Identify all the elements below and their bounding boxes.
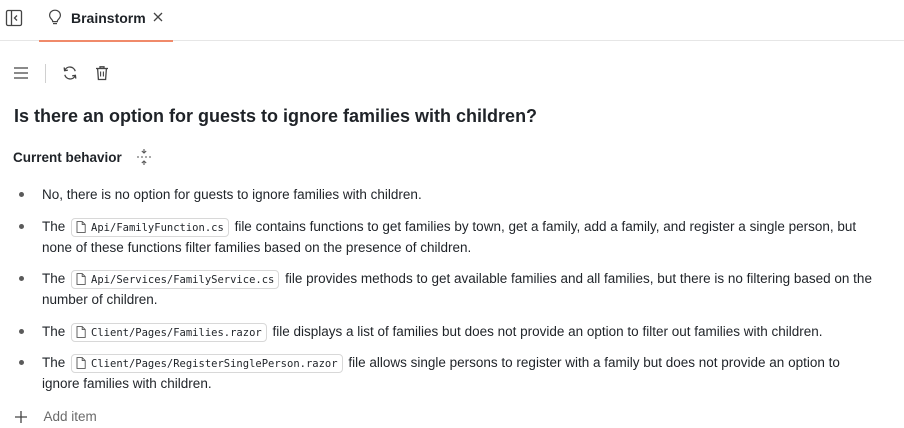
file-path: Api/Services/FamilyService.cs <box>91 274 275 286</box>
menu-icon[interactable] <box>12 64 30 82</box>
page-title: Is there an option for guests to ignore families with children? <box>14 106 538 126</box>
collapse-icon[interactable] <box>136 148 152 166</box>
item-prefix: The <box>42 355 66 370</box>
section-header <box>13 148 152 166</box>
tab-bar <box>0 0 904 41</box>
trash-icon[interactable] <box>93 64 111 82</box>
add-item-label: Add item <box>43 409 97 425</box>
list-item <box>0 352 904 394</box>
file-path: Client/Pages/Families.razor <box>91 326 262 339</box>
sidebar-toggle-icon[interactable] <box>5 9 23 27</box>
list-item <box>0 268 904 310</box>
item-prefix: The <box>42 323 66 339</box>
bullet <box>19 192 24 197</box>
bullet <box>19 360 24 365</box>
tab-label: Brainstorm <box>71 10 146 26</box>
file-icon <box>76 326 86 338</box>
list-item <box>0 216 904 258</box>
section-title: Current behavior <box>13 149 122 165</box>
bullet <box>19 224 24 229</box>
item-text: file contains functions to get families by town, get a family, add a family, and register a single person, but none of these functions filter families based on the presence of children. <box>42 218 857 255</box>
add-item-button[interactable] <box>14 408 97 428</box>
file-icon <box>76 273 86 285</box>
refresh-icon[interactable] <box>61 64 79 82</box>
item-text: file allows single persons to register with a family but does not provide an option to ignore families with children. <box>42 355 840 391</box>
file-path: Api/FamilyFunction.cs <box>91 221 224 234</box>
item-prefix: The <box>42 271 66 286</box>
list-item <box>0 184 904 205</box>
behavior-list <box>0 184 904 405</box>
item-prefix: The <box>42 218 66 234</box>
file-path: Client/Pages/RegisterSinglePerson.razor <box>91 358 338 370</box>
item-text: No, there is no option for guests to ignore families with children. <box>42 187 422 202</box>
file-reference-chip[interactable] <box>71 323 267 342</box>
close-icon[interactable] <box>152 11 164 23</box>
toolbar <box>0 60 904 88</box>
toolbar-divider <box>45 64 46 83</box>
lightbulb-icon <box>48 9 62 26</box>
file-reference-chip[interactable] <box>71 218 229 237</box>
bullet <box>19 329 24 334</box>
file-reference-chip[interactable] <box>71 270 279 289</box>
file-icon <box>76 221 86 233</box>
item-text: file provides methods to get available families and all families, but there is no filtering based on the number of children. <box>42 271 872 307</box>
list-item <box>0 321 904 342</box>
file-reference-chip[interactable] <box>71 354 343 373</box>
bullet <box>19 276 24 281</box>
tab-brainstorm[interactable] <box>39 0 173 41</box>
file-icon <box>76 357 86 369</box>
item-text: file displays a list of families but does not provide an option to filter out families with children. <box>272 323 823 339</box>
plus-icon <box>14 410 28 424</box>
